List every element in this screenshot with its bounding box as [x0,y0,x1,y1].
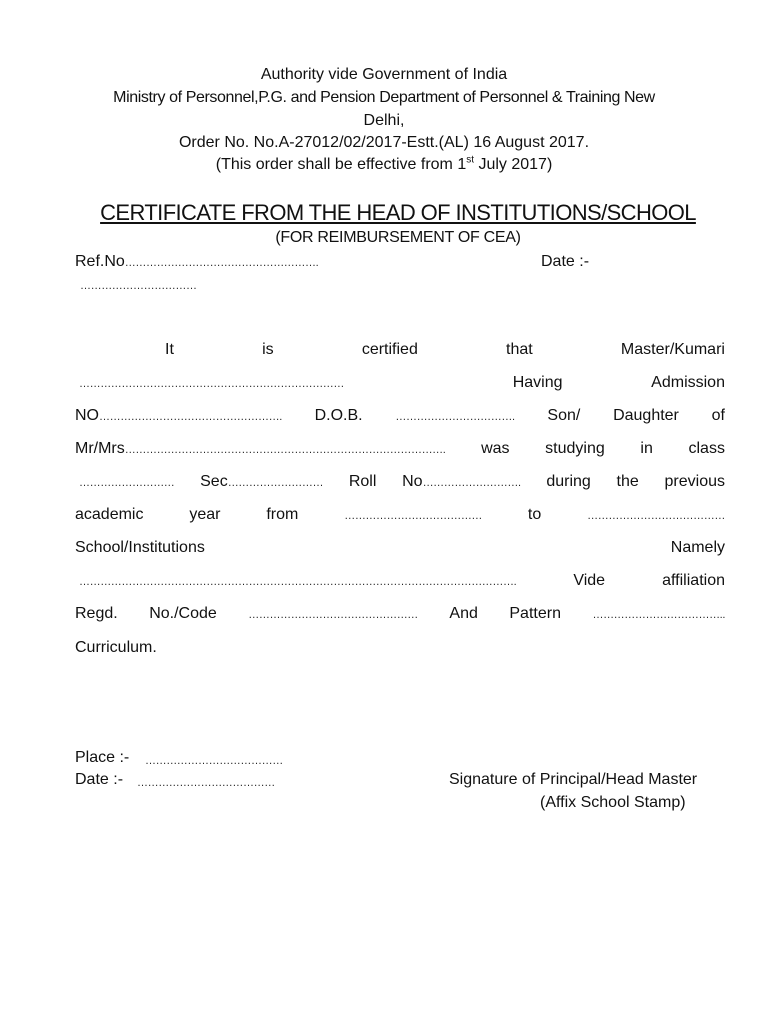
section-dots: ……………………… [227,477,324,489]
place-dots: ………………………………… [145,755,283,767]
parent-name-dots: ………………………………………………………………………………. [124,444,446,456]
body-row-1 [75,339,725,361]
section-field [200,471,323,494]
word-during: during [546,473,591,490]
certificate-subtitle: (FOR REIMBURSEMENT OF CEA) [275,229,521,246]
pattern-dots: ……………………………….. [592,609,725,621]
word-year: year [189,506,221,523]
roll-no-dots: ………………………. [422,477,521,489]
word-having: Having [512,374,563,391]
word-of: of [711,407,725,424]
body-row-8 [75,570,725,592]
word-namely: Namely [670,539,725,556]
word-in: in [640,440,653,457]
word-pattern: Pattern [509,605,561,622]
roll-no-field [402,471,521,494]
body-row-9 [75,603,725,625]
word-academic: academic [75,506,144,523]
word-master-kumari: Master/Kumari [620,341,725,358]
body-row-6 [75,504,725,526]
ref-no-label: Ref.No [75,253,125,270]
year-from-dots: ………………………………… [344,510,483,522]
body-row-2 [75,372,725,394]
class-dots: ……………………… [79,477,175,489]
ministry-line: Ministry of Personnel,P.G. and Pension Department of Personnel & Training New [113,89,655,106]
authority-line: Authority vide Government of India [260,66,508,83]
word-school-institutions: School/Institutions [75,539,205,556]
ref-no-dots: ………………………………………………. [124,257,319,269]
word-roll-no: No [402,473,423,490]
word-curriculum: Curriculum. [75,639,157,656]
word-from: from [266,506,299,523]
word-it: It [165,341,174,358]
effective-date-superscript: st [466,154,474,166]
word-and: And [449,605,478,622]
word-certified: certified [361,341,418,358]
footer-date-label: Date :- [75,771,124,788]
body-row-4 [75,438,725,460]
place-label: Place :- [75,749,130,766]
word-to: to [527,506,542,523]
year-to-dots: ………………………………… [587,510,725,522]
school-stamp-label: (Affix School Stamp) [540,794,686,811]
word-was: was [481,440,510,457]
word-dob: D.O.B. [314,407,363,424]
effective-date-line [0,154,768,176]
dob-dots: ……………………………. [395,411,515,423]
footer-date-dots: ………………………………… [137,777,275,789]
word-sec: Sec [200,473,228,490]
ref-no-continued-dots: …………………………… [80,280,197,292]
effective-date-suffix: July 2017) [474,156,553,173]
ref-no-field [75,252,318,273]
body-row-7 [75,537,725,559]
signature-label: Signature of Principal/Head Master [449,771,698,788]
word-admission: Admission [651,374,725,391]
word-class: class [688,440,725,457]
word-studying: studying [545,440,605,457]
ministry-line-continued: Delhi, [363,112,405,129]
effective-date-prefix: (This order shall be effective from 1 [215,156,467,173]
word-regd: Regd. [75,605,118,622]
ref-date-label: Date :- [541,253,590,270]
order-number-line: Order No. No.A-27012/02/2017-Estt.(AL) 16 August 2017. [178,134,590,151]
word-the: the [616,473,639,490]
regd-code-dots: ………………………………………… [248,609,418,621]
admission-no-field [75,405,282,428]
word-mr-mrs: Mr/Mrs [75,440,125,457]
word-is: is [262,341,274,358]
certificate-title: CERTIFICATE FROM THE HEAD OF INSTITUTIONS/SCHOOL [100,200,696,225]
word-roll: Roll [348,473,377,490]
word-no: NO [75,407,99,424]
word-daughter: Daughter [613,407,679,424]
word-affiliation: affiliation [662,572,725,589]
student-name-dots: ………………………………………………………………… [79,378,345,390]
word-son: Son/ [547,407,581,424]
word-previous: previous [664,473,725,490]
word-vide: Vide [573,572,606,589]
body-row-5 [75,471,725,493]
parent-field [75,438,445,461]
word-that: that [506,341,533,358]
admission-no-dots: ……………………………………………. [99,411,282,423]
school-name-dots: ……………………………………………………………………………………………………………. [79,576,517,588]
word-no-code: No./Code [149,605,217,622]
body-row-3 [75,405,725,427]
